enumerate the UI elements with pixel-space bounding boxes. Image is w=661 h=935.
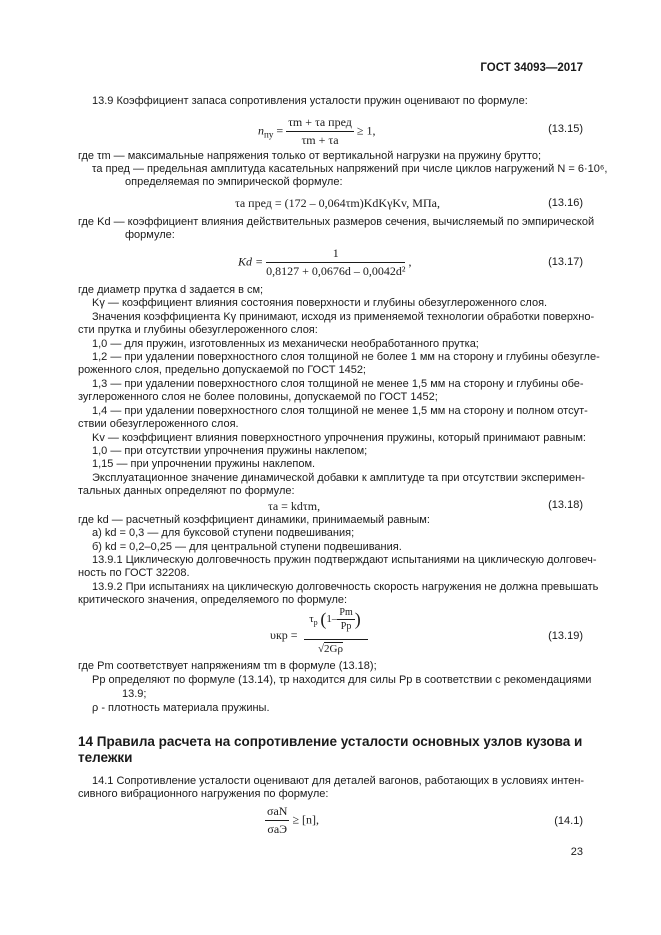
- definition-rho: ρ - плотность материала пружины.: [92, 702, 270, 714]
- equation-13-17: [238, 246, 411, 279]
- document-code: ГОСТ 34093—2017: [480, 62, 583, 74]
- eq-tail: ≥ [n],: [292, 812, 320, 827]
- paragraph-13-9-1: 13.9.1 Циклическую долговечность пружин подтверждают испытаниями на циклическую долговеч-: [92, 554, 597, 566]
- paragraph-13-9-1-cont: ность по ГОСТ 32208.: [78, 567, 190, 579]
- definition-d: где диаметр прутка d задается в см;: [78, 284, 264, 296]
- dynamic-addition: Эксплуатационное значение динамической добавки к амплитуде τa при отсутствии эксперимен-: [92, 472, 585, 484]
- eq-numerator: $\tau_p$ (1– $\frac{Pm}{Pp}$ ): [309, 607, 361, 632]
- definition-kv: Kv — коэффициент влияния поверхностного упрочнения пружины, который принимают равным:: [92, 432, 586, 444]
- kgamma-1-2-cont: роженного слоя, предельно допускаемой по ГОСТ 1452;: [78, 364, 366, 376]
- kgamma-values-intro: Значения коэффициента Kγ принимают, исходя из применяемой технологии обработки поверхно-: [92, 311, 595, 323]
- equation-number: (14.1): [554, 815, 583, 827]
- fraction: [286, 115, 354, 148]
- fraction: [266, 246, 405, 279]
- eq-lhs-sub: пу: [264, 129, 274, 140]
- equation-13-18: τa = kdτm,: [268, 499, 321, 513]
- paragraph-13-9-2-cont: критического значения, определяемого по формуле:: [78, 594, 348, 606]
- eq-lhs: n: [258, 123, 264, 138]
- definition-kd-dynamic: где kd — расчетный коэффициент динамики, принимаемый равным:: [78, 514, 430, 526]
- fraction-numerator: σaN: [265, 804, 289, 821]
- kgamma-1-0: 1,0 — для пружин, изготовленных из механически необработанного прутка;: [92, 338, 479, 350]
- definition-pp-cont: 13.9;: [122, 688, 147, 700]
- equation-13-16: τa пред = (172 – 0,064τm)KdKγKv, МПа,: [235, 196, 440, 210]
- eq-sqrt: √2Gρ: [318, 643, 343, 655]
- inner-numerator: Pm: [339, 607, 353, 618]
- equation-13-19: [304, 607, 374, 661]
- inner-denominator: Pp: [340, 621, 352, 632]
- paragraph-14-1: 14.1 Сопротивление усталости оценивают для деталей вагонов, работающих в условиях интен-: [92, 775, 585, 787]
- kgamma-1-2: 1,2 — при удалении поверхностного слоя толщиной не более 1 мм на сторону и глубины обезугле-: [92, 351, 600, 363]
- fraction-denominator: 0,8127 + 0,0676d – 0,0042d²: [266, 264, 406, 278]
- kgamma-1-4-cont: ствии обезуглероженного слоя.: [78, 418, 239, 430]
- fraction: [265, 804, 289, 837]
- definition-tau-m: где τm — максимальные напряжения только от вертикальной нагрузки на пружину брутто;: [78, 150, 542, 162]
- fraction-denominator: τm + τa: [301, 133, 339, 147]
- equation-13-15: $n_{пу}$ = $\frac{\text{τm + τa пред}}{\tau m + \tau a}$ ≥ 1,: [258, 115, 376, 147]
- paragraph-13-9-2: 13.9.2 При испытаниях на циклическую долговечность скорость нагружения не должна превышать: [92, 581, 599, 593]
- section-14-title-cont: тележки: [78, 750, 133, 765]
- equation-number: (13.16): [548, 197, 583, 209]
- definition-kd: где Kd — коэффициент влияния действительных размеров сечения, вычисляемый по эмпирической: [78, 216, 595, 228]
- section-14-title: 14 Правила расчета на сопротивление усталости основных узлов кузова и: [78, 734, 583, 749]
- fraction-bar: [304, 639, 368, 640]
- kd-option-a: а) kd = 0,3 — для буксовой ступени подвешивания;: [92, 527, 355, 539]
- fraction-denominator: σaЭ: [267, 822, 288, 836]
- fraction-numerator: 1: [266, 246, 405, 263]
- eq-tail: ≥ 1,: [356, 123, 376, 138]
- paragraph-14-1-cont: сивного вибрационного нагружения по формуле:: [78, 788, 329, 800]
- equation-number: (13.17): [548, 256, 583, 268]
- page-number: 23: [570, 846, 583, 858]
- dynamic-addition-cont: тальных данных определяют по формуле:: [78, 485, 295, 497]
- kv-1-15: 1,15 — при упрочнении пружины наклепом.: [92, 458, 316, 470]
- equation-13-19-lhs: υкр =: [270, 628, 298, 642]
- kd-option-b: б) kd = 0,2–0,25 — для центральной ступени подвешивания.: [92, 541, 402, 553]
- definition-tau-a-pred: τa пред — предельная амплитуда касательных напряжений при числе циклов нагружений N = 6·10⁶,: [92, 163, 608, 175]
- inner-fraction: [337, 607, 354, 632]
- paragraph-13-9: 13.9 Коэффициент запаса сопротивления усталости пружин оценивают по формуле:: [92, 95, 528, 107]
- equation-number: (13.19): [548, 630, 583, 642]
- definition-kd-cont: формуле:: [125, 229, 175, 241]
- equation-number: (13.15): [548, 123, 583, 135]
- fraction-numerator: τm + τa пред: [286, 115, 354, 132]
- definition-tau-a-pred-cont: определяемая по эмпирической формуле:: [125, 176, 343, 188]
- eq-lhs: Kd =: [238, 254, 264, 269]
- kgamma-values-intro-cont: сти прутка и глубины обезуглероженного слоя:: [78, 324, 318, 336]
- equation-14-1: [265, 804, 319, 837]
- kgamma-1-3: 1,3 — при удалении поверхностного слоя толщиной не менее 1,5 мм на сторону и глубины обе-: [92, 378, 584, 390]
- kgamma-1-4: 1,4 — при удалении поверхностного слоя толщиной не менее 1,5 мм на сторону и полном отсут-: [92, 405, 588, 417]
- kv-1-0: 1,0 — при отсутствии упрочнения пружины наклепом;: [92, 445, 368, 457]
- definition-kgamma: Kγ — коэффициент влияния состояния поверхности и глубины обезуглероженного слоя.: [92, 297, 548, 309]
- definition-pm: где Pm соответствует напряжениям τm в формуле (13.18);: [78, 660, 377, 672]
- equation-number: (13.18): [548, 499, 583, 511]
- kgamma-1-3-cont: зуглероженного слоя не более половины, допускаемой по ГОСТ 1452;: [78, 391, 438, 403]
- definition-pp: Pp определяют по формуле (13.14), τp находится для силы Pp в соответствии с рекомендациями: [92, 674, 592, 686]
- eq-tail: ,: [408, 254, 412, 269]
